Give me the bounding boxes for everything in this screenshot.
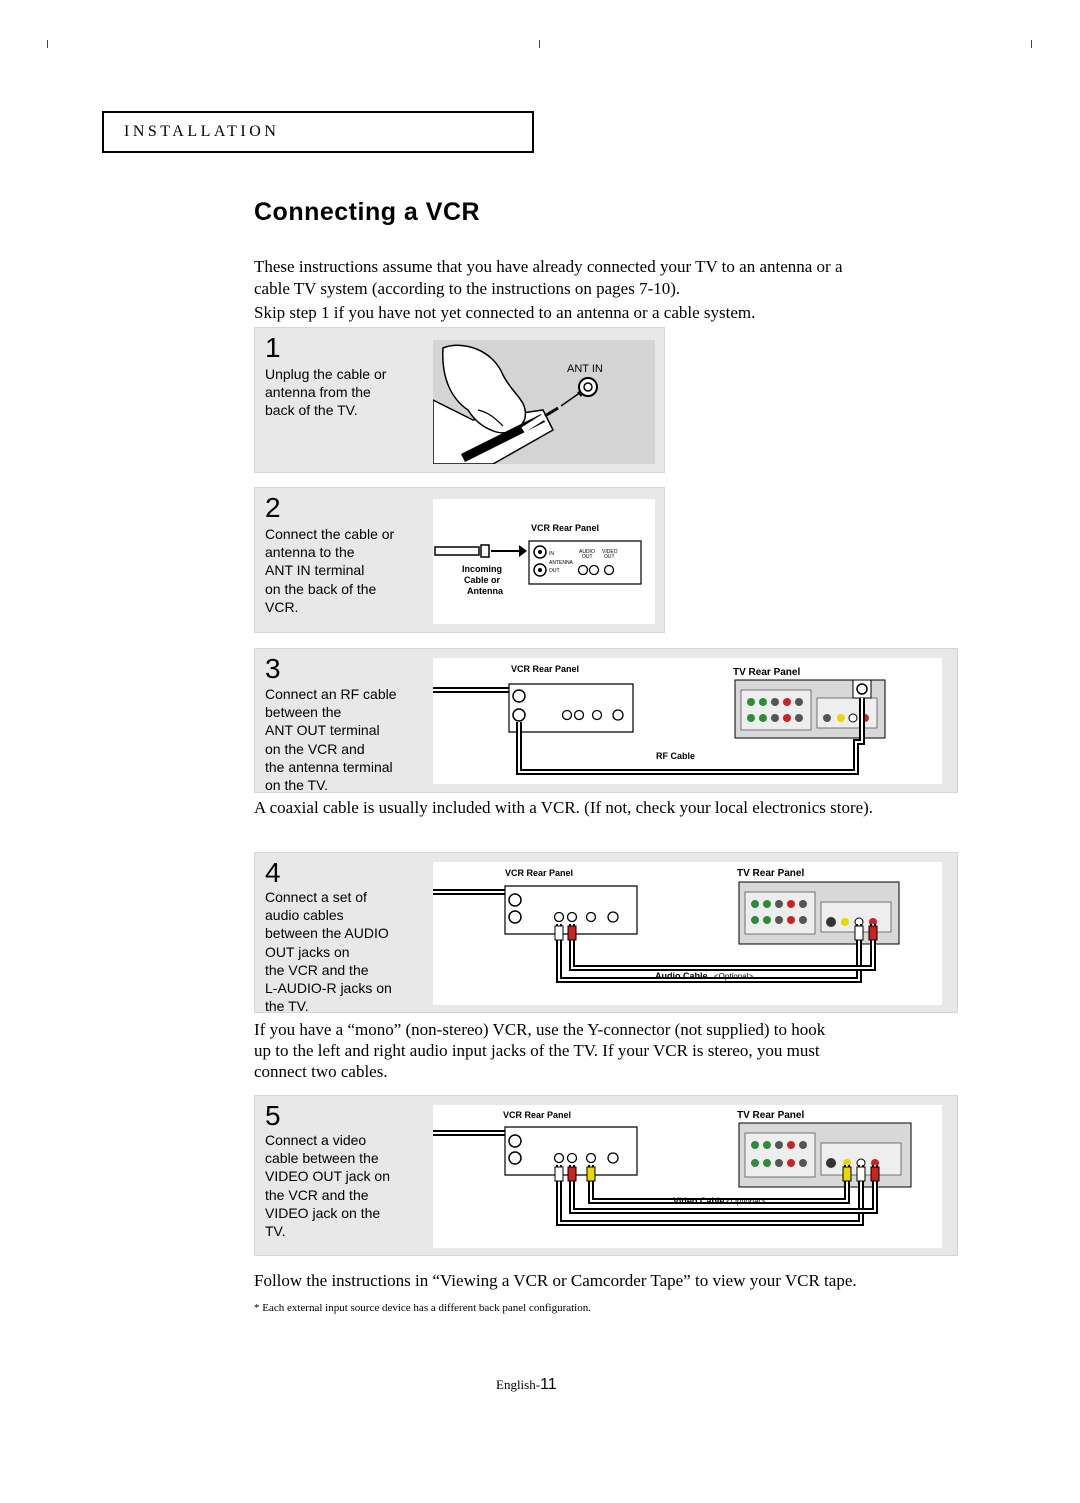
step-1-number: 1 [265, 332, 281, 363]
step-1-text: Unplug the cable or antenna from the back of the TV. [265, 366, 387, 419]
tv-rear-panel-label: TV Rear Panel [737, 868, 805, 879]
step-2-text: Connect the cable or antenna to the ANT IN terminal on the back of the VCR. [265, 526, 395, 615]
step-5-text: Connect a video cable between the VIDEO OUT jack on the VCR and the VIDEO jack on the TV. [265, 1132, 391, 1240]
coaxial-note: A coaxial cable is usually included with a VCR. (If not, check your local electronics store). [254, 798, 874, 817]
vcr-ant-in-illustration [433, 499, 655, 624]
vcr-rear-panel-label: VCR Rear Panel [503, 1110, 572, 1120]
step-3-number: 3 [265, 653, 281, 684]
step-3-text: Connect an RF cable between the ANT OUT terminal on the VCR and the antenna terminal on the TV. [265, 686, 397, 794]
crop-mark-right [1031, 40, 1032, 48]
step-5-number: 5 [265, 1100, 281, 1131]
step-4-panel [254, 852, 958, 1013]
step-1-panel [254, 327, 665, 473]
incoming-label-1: Incoming [462, 564, 502, 574]
audio-cable-optional-label: <Optional> [714, 972, 754, 981]
section-header-label: INSTALLATION [124, 123, 280, 140]
audio-out-label: OUT [582, 554, 593, 560]
page-number-value: 11 [540, 1376, 557, 1393]
step-5-panel [254, 1095, 958, 1256]
incoming-label-3: Antenna [467, 586, 503, 596]
intro-line-3: Skip step 1 if you have not yet connected to an antenna or a cable system. [254, 303, 756, 322]
step-2-diagram [433, 499, 655, 624]
video-label: VIDEO [602, 549, 618, 555]
step-4-number: 4 [265, 857, 281, 888]
intro-line-1: These instructions assume that you have already connected your TV to an antenna or a [254, 257, 843, 276]
video-cable-label: Video Cable [673, 1196, 725, 1206]
audio-cable-illustration [433, 862, 942, 1005]
video-out-label: OUT [604, 554, 615, 560]
step-2-number: 2 [265, 492, 281, 523]
step-4-diagram [433, 862, 942, 1005]
vcr-rear-panel-label: VCR Rear Panel [531, 523, 600, 533]
crop-mark-left [47, 40, 48, 48]
vcr-rear-panel-label: VCR Rear Panel [505, 868, 574, 878]
crop-mark-center [539, 40, 540, 48]
page-number [496, 1376, 557, 1394]
step-4-text: Connect a set of audio cables between the AUDIO OUT jacks on the VCR and the L-AUDIO-R jacks on the TV. [265, 889, 392, 1015]
antenna-label: ANTENNA [549, 560, 573, 566]
in-label: IN [549, 551, 554, 557]
vcr-rear-panel-label: VCR Rear Panel [511, 664, 580, 674]
mono-line-1: If you have a “mono” (non-stereo) VCR, use the Y-connector (not supplied) to hook [254, 1020, 826, 1039]
rf-cable-illustration [433, 658, 942, 784]
mono-line-3: connect two cables. [254, 1062, 388, 1081]
rf-cable-label: RF Cable [656, 751, 696, 761]
unplug-illustration [433, 340, 655, 464]
video-cable-illustration [433, 1105, 942, 1248]
tv-rear-panel-label: TV Rear Panel [737, 1110, 805, 1121]
video-cable-optional-label: <Optional> [726, 1197, 766, 1206]
audio-cable-label: Audio Cable [655, 971, 708, 981]
follow-instructions: Follow the instructions in “Viewing a VCR or Camcorder Tape” to view your VCR tape. [254, 1271, 857, 1290]
intro-line-2: cable TV system (according to the instructions on pages 7-10). [254, 279, 681, 298]
mono-line-2: up to the left and right audio input jacks of the TV. If your VCR is stereo, you must [254, 1041, 820, 1060]
step-3-panel [254, 648, 958, 793]
ant-in-label: ANT IN [567, 363, 603, 375]
page-title: Connecting a VCR [254, 198, 481, 226]
audio-label: AUDIO [579, 549, 595, 555]
step-5-diagram [433, 1105, 942, 1248]
step-3-diagram [433, 658, 942, 784]
step-1-diagram [433, 340, 655, 464]
incoming-label-2: Cable or [464, 575, 501, 585]
page-number-prefix: English- [496, 1377, 541, 1392]
out-label: OUT [549, 568, 560, 574]
footnote: * Each external input source device has a different back panel configuration. [254, 1302, 591, 1314]
tv-rear-panel-label: TV Rear Panel [733, 667, 801, 678]
step-2-panel [254, 487, 665, 633]
